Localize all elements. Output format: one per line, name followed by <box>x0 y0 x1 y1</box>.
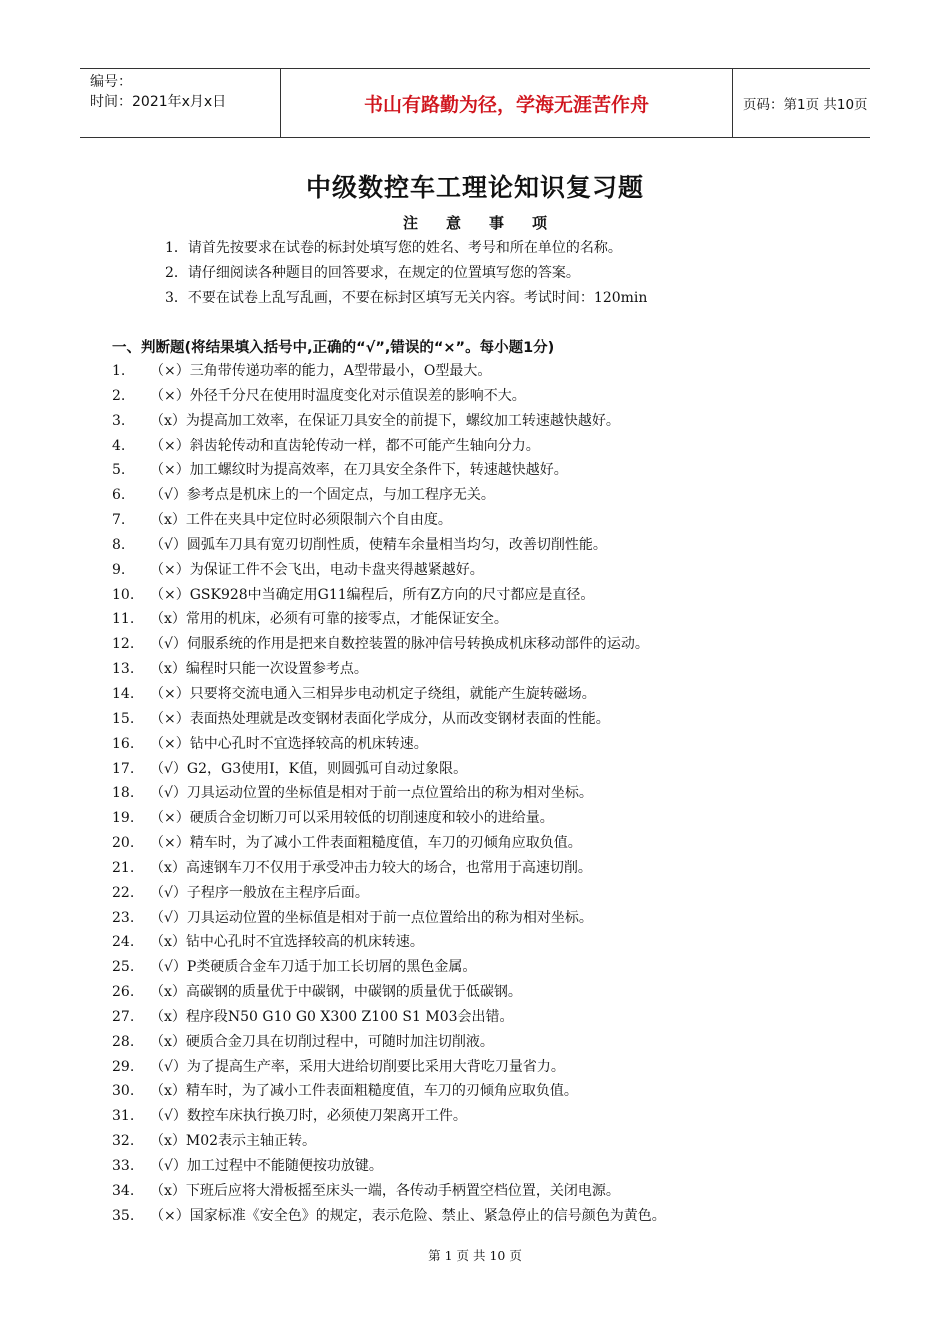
question-text: （√）圆弧车刀具有宽刃切削性质，使精车余量相当均匀，改善切削性能。 <box>150 536 607 553</box>
question-number: 32. <box>112 1133 135 1150</box>
header-page-number: 页码：第1页 共10页 <box>743 97 868 113</box>
question-number: 21. <box>112 859 135 876</box>
page-header <box>80 68 870 138</box>
question-number: 13. <box>112 661 135 678</box>
question-text: （×）硬质合金切断刀可以采用较低的切削速度和较小的进给量。 <box>150 810 554 827</box>
question-item <box>112 607 832 632</box>
question-item <box>112 458 832 483</box>
question-text: （×）为保证工件不会飞出，电动卡盘夹得越紧越好。 <box>150 561 484 578</box>
question-number: 7. <box>112 512 126 529</box>
question-text: （x）为提高加工效率，在保证刀具安全的前提下，螺纹加工转速越快越好。 <box>150 412 620 429</box>
question-text: （√）刀具运动位置的坐标值是相对于前一点位置给出的称为相对坐标。 <box>150 909 593 926</box>
question-item <box>112 1129 832 1154</box>
question-item <box>112 1104 832 1129</box>
question-item <box>112 1179 832 1204</box>
question-text: （×）斜齿轮传动和直齿轮传动一样，都不可能产生轴向分力。 <box>150 437 540 454</box>
question-item <box>112 930 832 955</box>
question-text: （x）硬质合金刀具在切削过程中，可随时加注切削液。 <box>150 1033 494 1050</box>
question-number: 19. <box>112 810 135 827</box>
header-motto: 书山有路勤为径，学海无涯苦作舟 <box>280 69 733 137</box>
question-text: （×）加工螺纹时为提高效率，在刀具安全条件下，转速越快越好。 <box>150 462 568 479</box>
question-number: 27. <box>112 1008 135 1025</box>
notice-item: 2．请仔细阅读各种题目的回答要求，在规定的位置填写您的答案。 <box>165 265 580 281</box>
question-text: （√）子程序一般放在主程序后面。 <box>150 884 369 901</box>
question-item <box>112 384 832 409</box>
question-number: 1. <box>112 363 126 379</box>
question-text: （x）高碳钢的质量优于中碳钢，中碳钢的质量优于低碳钢。 <box>150 984 522 1001</box>
question-number: 2. <box>112 387 126 404</box>
question-item <box>112 359 832 384</box>
question-item <box>112 409 832 434</box>
question-item <box>112 831 832 856</box>
time-label: 时间：2021年x月x日 <box>90 94 227 110</box>
question-text: （x）M02表示主轴正转。 <box>150 1133 317 1150</box>
question-item <box>112 707 832 732</box>
question-item <box>112 657 832 682</box>
question-number: 20. <box>112 835 135 852</box>
page-footer: 第 1 页 共 10 页 <box>428 1248 522 1263</box>
question-number: 23. <box>112 909 135 926</box>
document-title: 中级数控车工理论知识复习题 <box>305 173 644 202</box>
question-list <box>112 359 832 1229</box>
question-text: （√）刀具运动位置的坐标值是相对于前一点位置给出的称为相对坐标。 <box>150 785 593 802</box>
question-number: 34. <box>112 1182 135 1199</box>
notice-item: 3．不要在试卷上乱写乱画，不要在标封区填写无关内容。考试时间：120min <box>165 290 648 306</box>
question-item <box>112 732 832 757</box>
question-item <box>112 632 832 657</box>
question-item <box>112 558 832 583</box>
question-text: （x）工件在夹具中定位时必须限制六个自由度。 <box>150 512 452 529</box>
question-item <box>112 483 832 508</box>
question-number: 3. <box>112 412 126 429</box>
question-number: 10. <box>112 586 135 603</box>
question-number: 17. <box>112 760 135 777</box>
question-text: （x）精车时，为了减小工件表面粗糙度值，车刀的刃倾角应取负值。 <box>150 1083 578 1100</box>
notice-item: 1．请首先按要求在试卷的标封处填写您的姓名、考号和所在单位的名称。 <box>165 240 622 256</box>
question-item <box>112 781 832 806</box>
question-number: 11. <box>112 611 135 628</box>
question-number: 9. <box>112 561 126 578</box>
question-text: （x）编程时只能一次设置参考点。 <box>150 661 368 678</box>
question-text: （x）钻中心孔时不宜选择较高的机床转速。 <box>150 934 424 951</box>
question-text: （×）表面热处理就是改变钢材表面化学成分，从而改变钢材表面的性能。 <box>150 710 610 727</box>
question-item <box>112 906 832 931</box>
question-item <box>112 806 832 831</box>
question-number: 30. <box>112 1083 135 1100</box>
question-item <box>112 980 832 1005</box>
question-text: （√）G2，G3使用I，K值，则圆弧可自动过象限。 <box>150 760 468 777</box>
question-number: 15. <box>112 710 135 727</box>
question-item <box>112 1204 832 1229</box>
question-text: （x）高速钢车刀不仅用于承受冲击力较大的场合，也常用于高速切削。 <box>150 859 592 876</box>
header-meta <box>80 69 280 137</box>
question-item <box>112 955 832 980</box>
section-heading: 一、判断题(将结果填入括号中,正确的“√”,错误的“×”。每小题1分) <box>112 340 555 356</box>
question-number: 4. <box>112 437 126 454</box>
question-item <box>112 881 832 906</box>
question-number: 25. <box>112 959 135 976</box>
question-text: （×）只要将交流电通入三相异步电动机定子绕组，就能产生旋转磁场。 <box>150 685 596 702</box>
question-text: （×）GSK928中当确定用G11编程后，所有Z方向的尺寸都应是直径。 <box>150 586 595 603</box>
question-text: （x）下班后应将大滑板摇至床头一端，各传动手柄置空档位置，关闭电源。 <box>150 1182 620 1199</box>
question-text: （√）P类硬质合金车刀适于加工长切屑的黑色金属。 <box>150 959 477 976</box>
question-text: （×）外径千分尺在使用时温度变化对示值误差的影响不大。 <box>150 387 526 404</box>
question-text: （√）数控车床执行换刀时，必须使刀架离开工件。 <box>150 1108 467 1125</box>
question-number: 12. <box>112 636 135 653</box>
question-item <box>112 1030 832 1055</box>
question-number: 16. <box>112 735 135 752</box>
question-item <box>112 1005 832 1030</box>
question-item <box>112 533 832 558</box>
question-text: （×）三角带传递功率的能力，A型带最小，O型最大。 <box>150 363 492 379</box>
question-item <box>112 1154 832 1179</box>
question-text: （×）精车时，为了减小工件表面粗糙度值，车刀的刃倾角应取负值。 <box>150 835 582 852</box>
question-item <box>112 1079 832 1104</box>
question-number: 24. <box>112 934 135 951</box>
question-number: 22. <box>112 884 135 901</box>
question-number: 26. <box>112 984 135 1001</box>
question-number: 8. <box>112 536 126 553</box>
question-number: 29. <box>112 1058 135 1075</box>
question-item <box>112 508 832 533</box>
question-item <box>112 757 832 782</box>
code-label: 编号： <box>90 74 132 90</box>
question-text: （√）加工过程中不能随便按功放键。 <box>150 1158 383 1174</box>
question-text: （√）参考点是机床上的一个固定点，与加工程序无关。 <box>150 487 495 504</box>
question-number: 31. <box>112 1108 135 1125</box>
question-text: （×）国家标准《安全色》的规定，表示危险、禁止、紧急停止的信号颜色为黄色。 <box>150 1207 666 1224</box>
notice-list <box>165 236 647 311</box>
question-text: （x）程序段N50 G10 G0 X300 Z100 S1 M03会出错。 <box>150 1008 514 1025</box>
question-text: （√）伺服系统的作用是把来自数控装置的脉冲信号转换成机床移动部件的运动。 <box>150 636 649 653</box>
question-text: （×）钻中心孔时不宜选择较高的机床转速。 <box>150 735 428 752</box>
question-item <box>112 434 832 459</box>
question-item <box>112 856 832 881</box>
question-number: 5. <box>112 462 126 479</box>
question-text: （√）为了提高生产率，采用大进给切削要比采用大背吃刀量省力。 <box>150 1058 565 1075</box>
question-number: 6. <box>112 487 126 504</box>
question-item <box>112 1055 832 1080</box>
notice-heading: 注意事项 <box>402 214 575 232</box>
question-number: 35. <box>112 1207 135 1224</box>
question-number: 14. <box>112 685 135 702</box>
question-number: 28. <box>112 1033 135 1050</box>
question-number: 18. <box>112 785 135 802</box>
question-number: 33. <box>112 1158 135 1174</box>
question-item <box>112 583 832 608</box>
question-text: （x）常用的机床，必须有可靠的接零点，才能保证安全。 <box>150 611 508 628</box>
question-item <box>112 682 832 707</box>
